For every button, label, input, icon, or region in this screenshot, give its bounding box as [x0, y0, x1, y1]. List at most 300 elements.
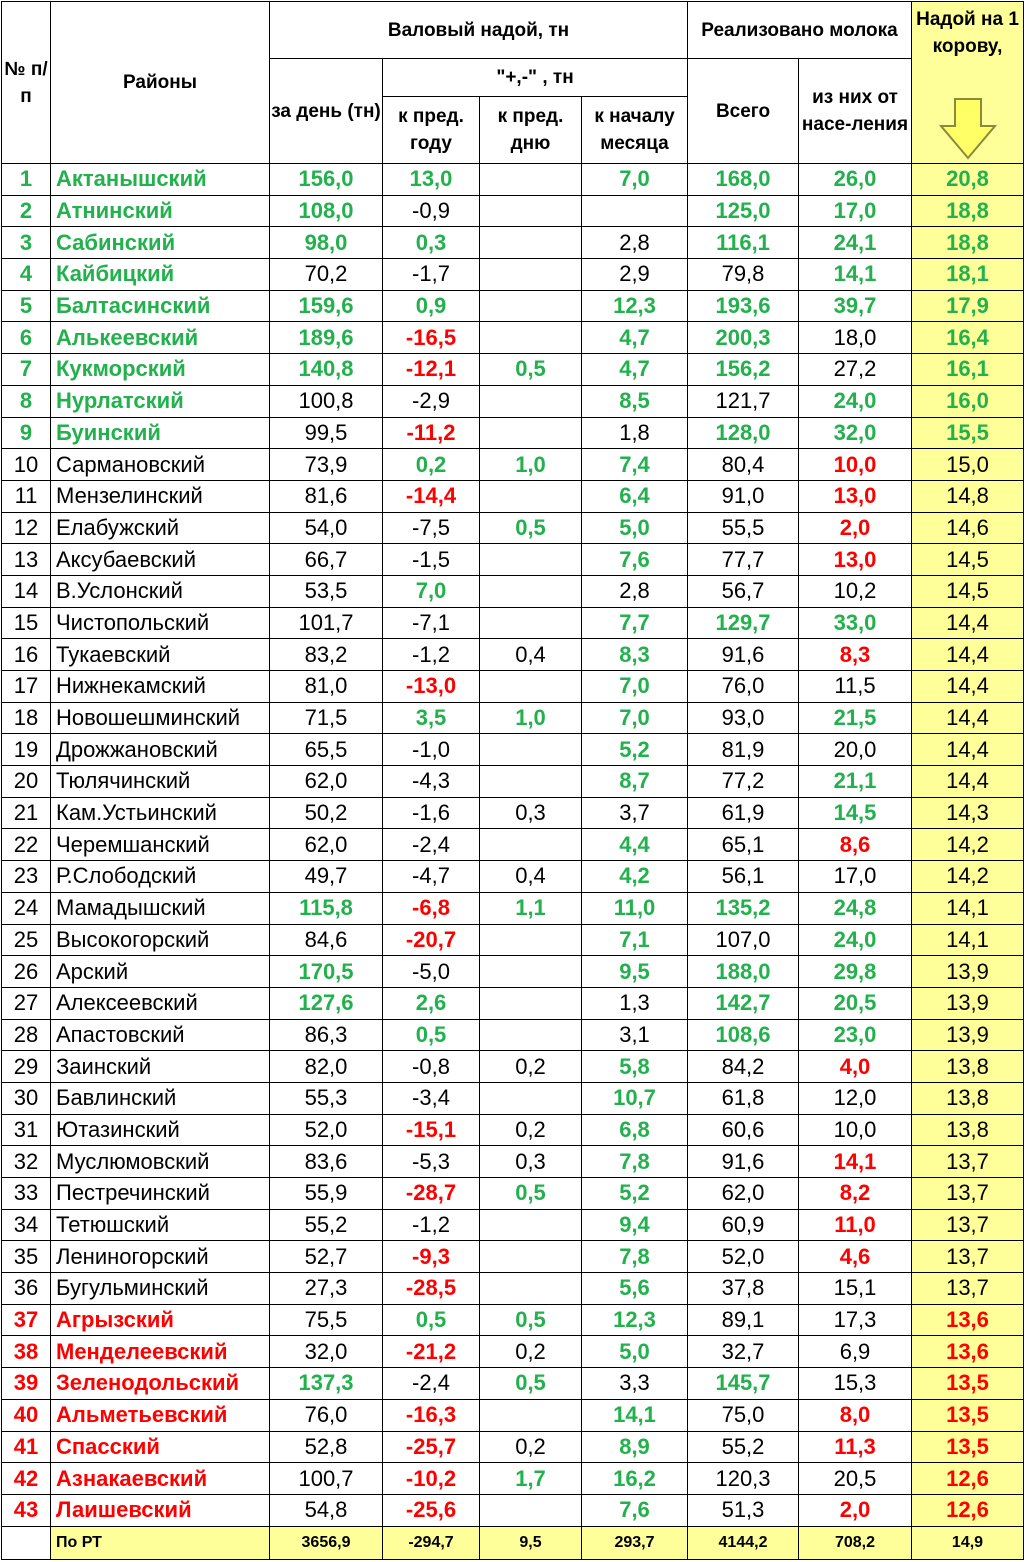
month-start-cell: 5,6: [582, 1273, 688, 1305]
per-cow-cell: 14,1: [912, 892, 1024, 924]
sold-total-cell: 65,1: [688, 829, 799, 861]
sold-total-cell: 128,0: [688, 417, 799, 449]
month-start-cell: 7,8: [582, 1146, 688, 1178]
row-num: 32: [2, 1146, 51, 1178]
prev-day-cell: [480, 1494, 582, 1526]
sold-total-cell: 145,7: [688, 1368, 799, 1400]
month-start-cell: 5,2: [582, 1178, 688, 1210]
month-start-cell: 8,5: [582, 385, 688, 417]
district-name: Мамадышский: [51, 892, 270, 924]
prev-day-cell: [480, 322, 582, 354]
total-prev-year: -294,7: [383, 1526, 480, 1559]
prev-year-cell: -16,5: [383, 322, 480, 354]
sold-total-cell: 193,6: [688, 290, 799, 322]
prev-day-cell: [480, 987, 582, 1019]
per-day-cell: 81,0: [270, 671, 383, 703]
district-name: Буинский: [51, 417, 270, 449]
total-row: [2, 1526, 1024, 1559]
district-name: Азнакаевский: [51, 1463, 270, 1495]
from-population-cell: 14,1: [799, 259, 912, 291]
per-day-cell: 98,0: [270, 227, 383, 259]
table-row: [2, 449, 1024, 481]
row-num: 42: [2, 1463, 51, 1495]
from-population-cell: 17,3: [799, 1304, 912, 1336]
from-population-cell: 26,0: [799, 164, 912, 196]
from-population-cell: 8,2: [799, 1178, 912, 1210]
from-population-cell: 13,0: [799, 480, 912, 512]
month-start-cell: 4,7: [582, 322, 688, 354]
row-num: 26: [2, 956, 51, 988]
per-day-cell: 101,7: [270, 607, 383, 639]
month-start-cell: 14,1: [582, 1399, 688, 1431]
prev-year-cell: -20,7: [383, 924, 480, 956]
district-name: Алексеевский: [51, 987, 270, 1019]
sold-total-cell: 200,3: [688, 322, 799, 354]
prev-day-cell: 0,5: [480, 1304, 582, 1336]
table-row: [2, 480, 1024, 512]
district-name: Тюлячинский: [51, 766, 270, 798]
district-name: Апастовский: [51, 1019, 270, 1051]
prev-day-cell: [480, 1019, 582, 1051]
per-cow-cell: 13,5: [912, 1431, 1024, 1463]
from-population-cell: 4,6: [799, 1241, 912, 1273]
per-day-cell: 52,7: [270, 1241, 383, 1273]
prev-day-cell: [480, 259, 582, 291]
district-name: Атнинский: [51, 195, 270, 227]
prev-year-cell: -28,5: [383, 1273, 480, 1305]
month-start-cell: 16,2: [582, 1463, 688, 1495]
prev-year-cell: -14,4: [383, 480, 480, 512]
month-start-cell: [582, 195, 688, 227]
from-population-cell: 21,1: [799, 766, 912, 798]
per-cow-cell: 13,7: [912, 1241, 1024, 1273]
per-cow-cell: 12,6: [912, 1494, 1024, 1526]
district-name: Балтасинский: [51, 290, 270, 322]
header-per-cow: [912, 2, 1024, 164]
table-row: [2, 227, 1024, 259]
header-from-population: из них от насе-ления: [799, 59, 912, 164]
table-row: [2, 1241, 1024, 1273]
sold-total-cell: 93,0: [688, 702, 799, 734]
prev-day-cell: [480, 956, 582, 988]
district-name: Сармановский: [51, 449, 270, 481]
from-population-cell: 13,0: [799, 544, 912, 576]
per-day-cell: 27,3: [270, 1273, 383, 1305]
header-num: № п/п: [2, 2, 51, 164]
per-day-cell: 76,0: [270, 1399, 383, 1431]
table-row: [2, 290, 1024, 322]
prev-day-cell: [480, 417, 582, 449]
sold-total-cell: 56,1: [688, 861, 799, 893]
row-num: 15: [2, 607, 51, 639]
header-sold: Реализовано молока: [688, 2, 912, 59]
prev-day-cell: [480, 671, 582, 703]
prev-day-cell: [480, 544, 582, 576]
prev-day-cell: 1,0: [480, 702, 582, 734]
total-num-cell: [2, 1526, 51, 1559]
district-name: Дрожжановский: [51, 734, 270, 766]
total-name: По РТ: [51, 1526, 270, 1559]
per-cow-cell: 13,6: [912, 1336, 1024, 1368]
prev-year-cell: -2,4: [383, 1368, 480, 1400]
per-day-cell: 71,5: [270, 702, 383, 734]
sold-total-cell: 81,9: [688, 734, 799, 766]
district-name: Елабужский: [51, 512, 270, 544]
from-population-cell: 2,0: [799, 1494, 912, 1526]
prev-day-cell: 0,2: [480, 1336, 582, 1368]
total-month-start: 293,7: [582, 1526, 688, 1559]
row-num: 19: [2, 734, 51, 766]
row-num: 18: [2, 702, 51, 734]
per-day-cell: 81,6: [270, 480, 383, 512]
prev-day-cell: [480, 480, 582, 512]
per-cow-cell: 18,8: [912, 227, 1024, 259]
sold-total-cell: 52,0: [688, 1241, 799, 1273]
per-day-cell: 83,6: [270, 1146, 383, 1178]
from-population-cell: 29,8: [799, 956, 912, 988]
district-name: Р.Слободский: [51, 861, 270, 893]
table-row: [2, 1336, 1024, 1368]
month-start-cell: 7,7: [582, 607, 688, 639]
per-day-cell: 54,8: [270, 1494, 383, 1526]
prev-year-cell: -25,6: [383, 1494, 480, 1526]
prev-day-cell: [480, 195, 582, 227]
per-day-cell: 115,8: [270, 892, 383, 924]
month-start-cell: 1,8: [582, 417, 688, 449]
table-row: [2, 892, 1024, 924]
per-cow-cell: 13,8: [912, 1082, 1024, 1114]
sold-total-cell: 61,9: [688, 797, 799, 829]
prev-day-cell: 0,3: [480, 1146, 582, 1178]
row-num: 36: [2, 1273, 51, 1305]
sold-total-cell: 135,2: [688, 892, 799, 924]
row-num: 8: [2, 385, 51, 417]
from-population-cell: 17,0: [799, 861, 912, 893]
sold-total-cell: 51,3: [688, 1494, 799, 1526]
from-population-cell: 12,0: [799, 1082, 912, 1114]
sold-total-cell: 108,6: [688, 1019, 799, 1051]
month-start-cell: 9,5: [582, 956, 688, 988]
table-row: [2, 544, 1024, 576]
per-cow-cell: 14,4: [912, 734, 1024, 766]
row-num: 11: [2, 480, 51, 512]
per-day-cell: 66,7: [270, 544, 383, 576]
prev-day-cell: 0,2: [480, 1051, 582, 1083]
table-row: [2, 956, 1024, 988]
district-name: Спасский: [51, 1431, 270, 1463]
per-cow-cell: 17,9: [912, 290, 1024, 322]
total-sold: 4144,2: [688, 1526, 799, 1559]
district-name: В.Услонский: [51, 575, 270, 607]
prev-year-cell: -9,3: [383, 1241, 480, 1273]
from-population-cell: 18,0: [799, 322, 912, 354]
from-population-cell: 2,0: [799, 512, 912, 544]
prev-year-cell: -3,4: [383, 1082, 480, 1114]
sold-total-cell: 91,6: [688, 1146, 799, 1178]
prev-day-cell: [480, 575, 582, 607]
sold-total-cell: 37,8: [688, 1273, 799, 1305]
per-cow-cell: 13,8: [912, 1051, 1024, 1083]
sold-total-cell: 75,0: [688, 1399, 799, 1431]
row-num: 39: [2, 1368, 51, 1400]
prev-day-cell: 0,4: [480, 861, 582, 893]
sold-total-cell: 76,0: [688, 671, 799, 703]
per-cow-cell: 15,5: [912, 417, 1024, 449]
per-day-cell: 49,7: [270, 861, 383, 893]
sold-total-cell: 89,1: [688, 1304, 799, 1336]
arrow-down-icon: [939, 98, 997, 160]
total-per-cow: 14,9: [912, 1526, 1024, 1559]
per-day-cell: 55,3: [270, 1082, 383, 1114]
prev-day-cell: [480, 385, 582, 417]
per-day-cell: 137,3: [270, 1368, 383, 1400]
district-name: Новошешминский: [51, 702, 270, 734]
per-cow-cell: 14,3: [912, 797, 1024, 829]
prev-year-cell: -7,5: [383, 512, 480, 544]
per-cow-cell: 12,6: [912, 1463, 1024, 1495]
district-name: Тукаевский: [51, 639, 270, 671]
table-row: [2, 1304, 1024, 1336]
table-row: [2, 1431, 1024, 1463]
month-start-cell: 7,4: [582, 449, 688, 481]
prev-year-cell: -0,9: [383, 195, 480, 227]
row-num: 21: [2, 797, 51, 829]
per-cow-cell: 20,8: [912, 164, 1024, 196]
table-row: [2, 259, 1024, 291]
prev-day-cell: 0,2: [480, 1431, 582, 1463]
table-header: [2, 2, 1024, 164]
from-population-cell: 15,3: [799, 1368, 912, 1400]
from-population-cell: 24,0: [799, 385, 912, 417]
per-cow-cell: 14,2: [912, 829, 1024, 861]
row-num: 34: [2, 1209, 51, 1241]
month-start-cell: 1,3: [582, 987, 688, 1019]
per-day-cell: 50,2: [270, 797, 383, 829]
row-num: 35: [2, 1241, 51, 1273]
sold-total-cell: 55,5: [688, 512, 799, 544]
prev-day-cell: [480, 766, 582, 798]
header-district: Районы: [51, 2, 270, 164]
row-num: 14: [2, 575, 51, 607]
table-row: [2, 1051, 1024, 1083]
from-population-cell: 32,0: [799, 417, 912, 449]
table-row: [2, 1463, 1024, 1495]
per-cow-cell: 15,0: [912, 449, 1024, 481]
prev-year-cell: -1,2: [383, 639, 480, 671]
table-row: [2, 1368, 1024, 1400]
per-cow-cell: 16,0: [912, 385, 1024, 417]
month-start-cell: 7,8: [582, 1241, 688, 1273]
per-cow-cell: 16,4: [912, 322, 1024, 354]
per-cow-cell: 14,4: [912, 607, 1024, 639]
prev-year-cell: -15,1: [383, 1114, 480, 1146]
per-day-cell: 108,0: [270, 195, 383, 227]
prev-day-cell: [480, 1273, 582, 1305]
prev-day-cell: [480, 1209, 582, 1241]
per-cow-cell: 13,5: [912, 1368, 1024, 1400]
prev-year-cell: -7,1: [383, 607, 480, 639]
header-prev-day: к пред. дню: [480, 97, 582, 164]
month-start-cell: 3,1: [582, 1019, 688, 1051]
per-cow-cell: 14,2: [912, 861, 1024, 893]
per-day-cell: 55,2: [270, 1209, 383, 1241]
sold-total-cell: 84,2: [688, 1051, 799, 1083]
per-day-cell: 55,9: [270, 1178, 383, 1210]
sold-total-cell: 60,6: [688, 1114, 799, 1146]
prev-year-cell: 3,5: [383, 702, 480, 734]
row-num: 25: [2, 924, 51, 956]
from-population-cell: 11,0: [799, 1209, 912, 1241]
prev-year-cell: -1,0: [383, 734, 480, 766]
sold-total-cell: 120,3: [688, 1463, 799, 1495]
prev-year-cell: -5,3: [383, 1146, 480, 1178]
per-day-cell: 53,5: [270, 575, 383, 607]
table-row: [2, 1399, 1024, 1431]
header-month-start: к началу месяца: [582, 97, 688, 164]
prev-year-cell: -25,7: [383, 1431, 480, 1463]
district-name: Кайбицкий: [51, 259, 270, 291]
month-start-cell: 7,6: [582, 544, 688, 576]
table-row: [2, 354, 1024, 386]
from-population-cell: 6,9: [799, 1336, 912, 1368]
from-population-cell: 24,8: [799, 892, 912, 924]
row-num: 3: [2, 227, 51, 259]
from-population-cell: 15,1: [799, 1273, 912, 1305]
from-population-cell: 23,0: [799, 1019, 912, 1051]
sold-total-cell: 129,7: [688, 607, 799, 639]
per-cow-cell: 13,6: [912, 1304, 1024, 1336]
sold-total-cell: 168,0: [688, 164, 799, 196]
prev-year-cell: 0,5: [383, 1019, 480, 1051]
district-name: Менделеевский: [51, 1336, 270, 1368]
per-day-cell: 62,0: [270, 829, 383, 861]
prev-year-cell: -4,7: [383, 861, 480, 893]
table-row: [2, 1494, 1024, 1526]
prev-day-cell: [480, 607, 582, 639]
district-name: Бавлинский: [51, 1082, 270, 1114]
prev-year-cell: -13,0: [383, 671, 480, 703]
sold-total-cell: 142,7: [688, 987, 799, 1019]
district-name: Кам.Устьинский: [51, 797, 270, 829]
month-start-cell: 8,7: [582, 766, 688, 798]
month-start-cell: 4,2: [582, 861, 688, 893]
from-population-cell: 4,0: [799, 1051, 912, 1083]
per-day-cell: 140,8: [270, 354, 383, 386]
sold-total-cell: 77,2: [688, 766, 799, 798]
prev-year-cell: -1,7: [383, 259, 480, 291]
month-start-cell: 2,9: [582, 259, 688, 291]
prev-year-cell: -1,2: [383, 1209, 480, 1241]
from-population-cell: 20,0: [799, 734, 912, 766]
total-prev-day: 9,5: [480, 1526, 582, 1559]
row-num: 6: [2, 322, 51, 354]
per-day-cell: 54,0: [270, 512, 383, 544]
per-cow-cell: 14,8: [912, 480, 1024, 512]
district-name: Агрызский: [51, 1304, 270, 1336]
prev-day-cell: [480, 829, 582, 861]
month-start-cell: 5,0: [582, 512, 688, 544]
district-name: Муслюмовский: [51, 1146, 270, 1178]
from-population-cell: 33,0: [799, 607, 912, 639]
prev-day-cell: 0,5: [480, 1178, 582, 1210]
row-num: 20: [2, 766, 51, 798]
per-cow-cell: 13,5: [912, 1399, 1024, 1431]
per-cow-cell: 14,5: [912, 575, 1024, 607]
prev-year-cell: -0,8: [383, 1051, 480, 1083]
sold-total-cell: 56,7: [688, 575, 799, 607]
per-cow-cell: 13,7: [912, 1209, 1024, 1241]
from-population-cell: 39,7: [799, 290, 912, 322]
per-day-cell: 100,8: [270, 385, 383, 417]
total-per-day: 3656,9: [270, 1526, 383, 1559]
table-row: [2, 1273, 1024, 1305]
row-num: 4: [2, 259, 51, 291]
per-day-cell: 156,0: [270, 164, 383, 196]
row-num: 17: [2, 671, 51, 703]
table-row: [2, 195, 1024, 227]
table-row: [2, 1114, 1024, 1146]
from-population-cell: 20,5: [799, 1463, 912, 1495]
month-start-cell: 7,0: [582, 702, 688, 734]
prev-year-cell: -5,0: [383, 956, 480, 988]
row-num: 16: [2, 639, 51, 671]
prev-year-cell: 0,2: [383, 449, 480, 481]
table-row: [2, 1146, 1024, 1178]
from-population-cell: 11,3: [799, 1431, 912, 1463]
table-row: [2, 1209, 1024, 1241]
district-name: Высокогорский: [51, 924, 270, 956]
prev-year-cell: -11,2: [383, 417, 480, 449]
header-per-cow-label: Надой на 1 корову,: [916, 9, 1019, 57]
from-population-cell: 24,1: [799, 227, 912, 259]
district-name: Чистопольский: [51, 607, 270, 639]
district-name: Ютазинский: [51, 1114, 270, 1146]
month-start-cell: 5,8: [582, 1051, 688, 1083]
prev-year-cell: -1,6: [383, 797, 480, 829]
sold-total-cell: 188,0: [688, 956, 799, 988]
per-day-cell: 65,5: [270, 734, 383, 766]
per-cow-cell: 13,9: [912, 1019, 1024, 1051]
prev-day-cell: 1,7: [480, 1463, 582, 1495]
per-cow-cell: 14,4: [912, 671, 1024, 703]
month-start-cell: 2,8: [582, 575, 688, 607]
prev-day-cell: [480, 1399, 582, 1431]
from-population-cell: 20,5: [799, 987, 912, 1019]
month-start-cell: 6,8: [582, 1114, 688, 1146]
prev-day-cell: [480, 1241, 582, 1273]
per-day-cell: 86,3: [270, 1019, 383, 1051]
sold-total-cell: 121,7: [688, 385, 799, 417]
district-name: Черемшанский: [51, 829, 270, 861]
prev-year-cell: 0,3: [383, 227, 480, 259]
prev-day-cell: 0,3: [480, 797, 582, 829]
district-name: Арский: [51, 956, 270, 988]
table-row: [2, 829, 1024, 861]
prev-year-cell: -2,4: [383, 829, 480, 861]
per-cow-cell: 18,8: [912, 195, 1024, 227]
table-row: [2, 639, 1024, 671]
per-cow-cell: 14,4: [912, 702, 1024, 734]
month-start-cell: 5,0: [582, 1336, 688, 1368]
month-start-cell: 10,7: [582, 1082, 688, 1114]
header-gross: Валовый надой, тн: [270, 2, 688, 59]
district-name: Бугульминский: [51, 1273, 270, 1305]
per-cow-cell: 18,1: [912, 259, 1024, 291]
district-name: Заинский: [51, 1051, 270, 1083]
from-population-cell: 8,3: [799, 639, 912, 671]
table-body: [2, 164, 1024, 1527]
prev-year-cell: -10,2: [383, 1463, 480, 1495]
